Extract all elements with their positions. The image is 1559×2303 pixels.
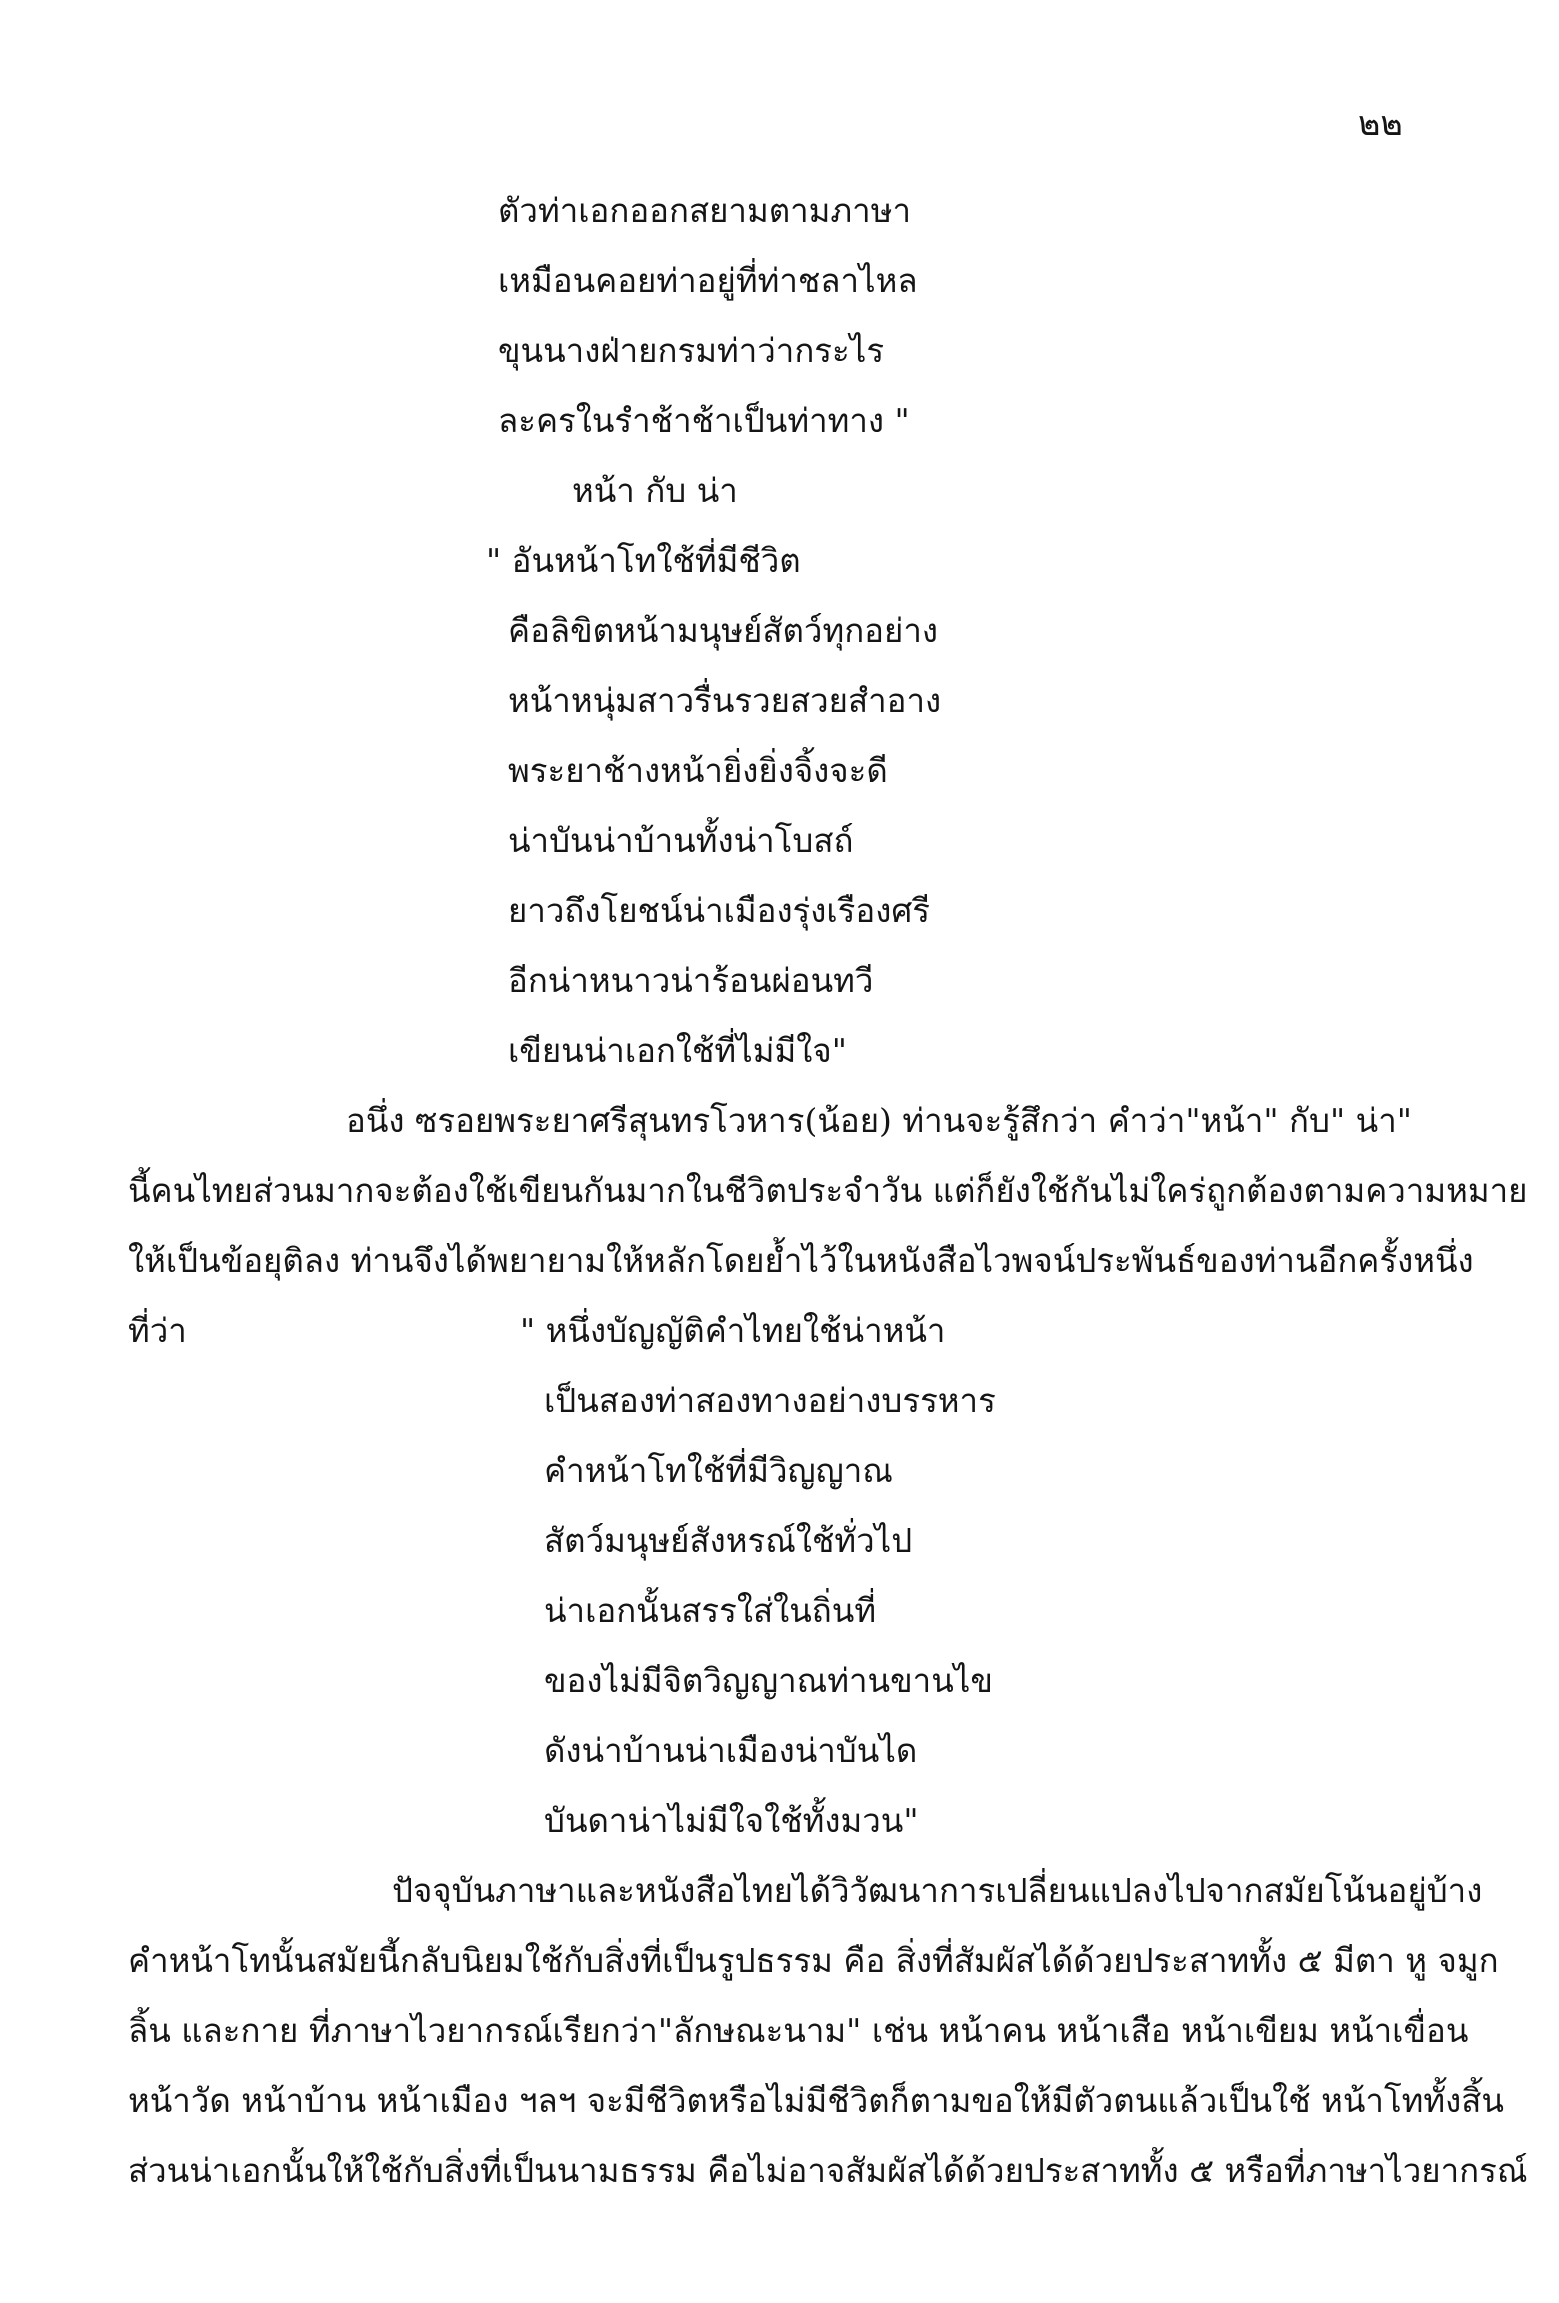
- paragraph-2: [128, 1856, 1528, 2206]
- verse-line: สัตว์มนุษย์สังหรณ์ใช้ทั่วไป: [544, 1521, 913, 1560]
- paragraph-line: อนึ่ง ซรอยพระยาศรีสุนทรโวหาร(น้อย) ท่านจะรู้สึกว่า คำว่า"หน้า" กับ" น่า": [346, 1101, 1412, 1140]
- verse-line: ละครในรำช้าช้าเป็นท่าทาง ": [498, 401, 910, 440]
- paragraph-line: ลิ้น และกาย ที่ภาษาไวยากรณ์เรียกว่า"ลักษณะนาม" เช่น หน้าคน หน้าเสือ หน้าเขียม หน้าเขื่อน: [128, 2011, 1469, 2050]
- paragraph-line: นี้คนไทยส่วนมากจะต้องใช้เขียนกันมากในชีวิตประจำวัน แต่ก็ยังใช้กันไม่ใคร่ถูกต้องตามความหมาย: [128, 1171, 1528, 1210]
- paragraph-1: [128, 1086, 1528, 1296]
- verse-line: ของไม่มีจิตวิญญาณท่านขานไข: [544, 1661, 993, 1700]
- lead-word: ที่ว่า: [128, 1311, 187, 1350]
- verse-line: ขุนนางฝ่ายกรมท่าว่ากระไร: [498, 331, 885, 370]
- verse-line: น่าบันน่าบ้านทั้งน่าโบสถ์: [508, 821, 854, 860]
- page-number: ๒๒: [1358, 104, 1403, 144]
- verse-line: ตัวท่าเอกออกสยามตามภาษา: [498, 191, 911, 230]
- poem-block-3: [520, 1296, 996, 1856]
- paragraph-line: ส่วนน่าเอกนั้นให้ใช้กับสิ่งที่เป็นนามธรรม คือไม่อาจสัมผัสได้ด้วยประสาททั้ง ๕ หรือที่ภาษาไวยากรณ์: [128, 2151, 1528, 2190]
- verse-line: เหมือนคอยท่าอยู่ที่ท่าชลาไหล: [498, 261, 918, 300]
- verse-line: " อันหน้าโทใช้ที่มีชีวิต: [486, 541, 801, 580]
- poem-block-1: [498, 176, 918, 456]
- paragraph-line: ปัจจุบันภาษาและหนังสือไทยได้วิวัฒนาการเปลี่ยนแปลงไปจากสมัยโน้นอยู่บ้าง: [392, 1871, 1483, 1910]
- paragraph-line: คำหน้าโทนั้นสมัยนี้กลับนิยมใช้กับสิ่งที่เป็นรูปธรรม คือ สิ่งที่สัมผัสได้ด้วยประสาททั้ง ๕ มีตา หู จมูก: [128, 1941, 1499, 1980]
- paragraph-line: หน้าวัด หน้าบ้าน หน้าเมือง ฯลฯ จะมีชีวิตหรือไม่มีชีวิตก็ตามขอให้มีตัวตนแล้วเป็นใช้ หน้าโททั้งสิ้น: [128, 2081, 1504, 2120]
- verse-line: เขียนน่าเอกใช้ที่ไม่มีใจ": [508, 1031, 847, 1070]
- verse-line: เป็นสองท่าสองทางอย่างบรรหาร: [544, 1381, 996, 1420]
- paragraph-line: ให้เป็นข้อยุติลง ท่านจึงได้พยายามให้หลักโดยย้ำไว้ในหนังสือไวพจน์ประพันธ์ของท่านอีกครั้งหนึ่ง: [128, 1241, 1474, 1280]
- verse-line: คำหน้าโทใช้ที่มีวิญญาณ: [544, 1451, 893, 1490]
- verse-line: พระยาช้างหน้ายิ่งยิ่งจิ้งจะดี: [508, 751, 888, 790]
- verse-line: " หนึ่งบัญญัติคำไทยใช้น่าหน้า: [520, 1311, 946, 1350]
- poem-block-2: [486, 456, 942, 1086]
- poem-heading: หน้า กับ น่า: [572, 471, 738, 510]
- verse-line: ยาวถึงโยชน์น่าเมืองรุ่งเรืองศรี: [508, 891, 931, 930]
- verse-line: คือลิขิตหน้ามนุษย์สัตว์ทุกอย่าง: [508, 611, 938, 650]
- verse-line: น่าเอกนั้นสรรใส่ในถิ่นที่: [544, 1591, 877, 1630]
- verse-line: หน้าหนุ่มสาวรื่นรวยสวยสำอาง: [508, 681, 942, 720]
- verse-line: ดังน่าบ้านน่าเมืองน่าบันได: [544, 1731, 918, 1770]
- verse-line: อีกน่าหนาวน่าร้อนผ่อนทวี: [508, 961, 874, 1000]
- verse-line: บันดาน่าไม่มีใจใช้ทั้งมวน": [544, 1801, 919, 1840]
